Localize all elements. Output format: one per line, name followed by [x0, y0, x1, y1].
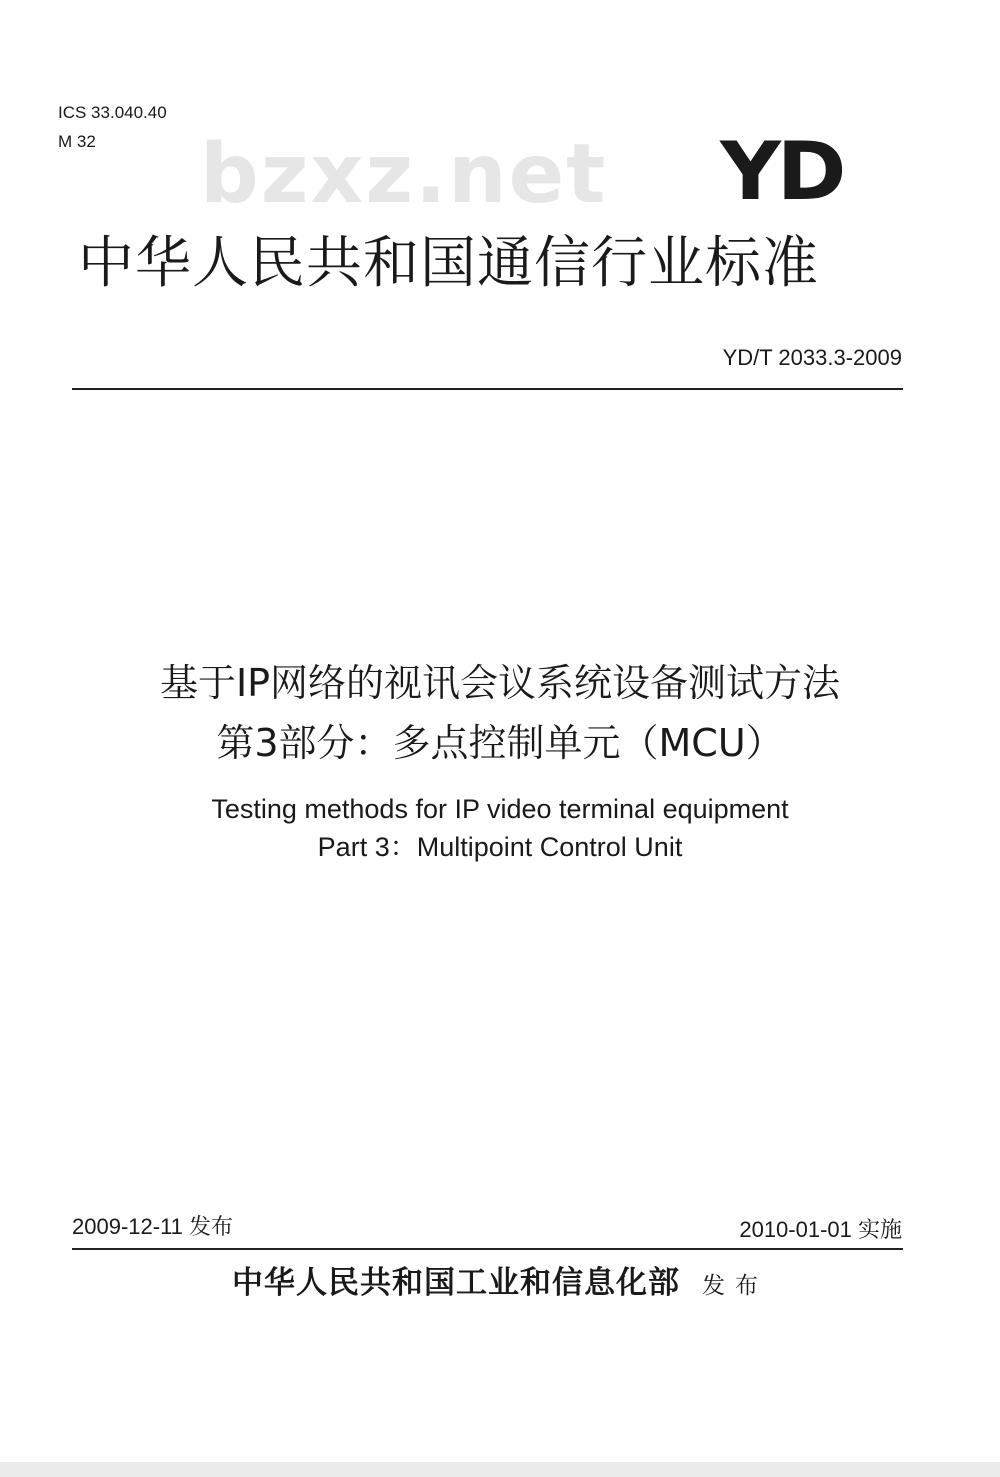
- standard-type-title: 中华人民共和国通信行业标准: [78, 231, 819, 296]
- bottom-divider: [72, 1248, 903, 1250]
- ccs-code: M 32: [58, 132, 96, 151]
- implementation-date: 2010-01-01 实施: [739, 1217, 902, 1242]
- english-title-line-2: Part 3：Multipoint Control Unit: [317, 832, 683, 862]
- watermark: bzxz.net: [200, 127, 608, 222]
- ics-code: ICS 33.040.40: [58, 103, 167, 122]
- issue-date: 2009-12-11 发布: [72, 1214, 234, 1239]
- publisher-name: 中华人民共和国工业和信息化部: [232, 1265, 680, 1301]
- standard-code: YD/T 2033.3-2009: [722, 345, 902, 370]
- top-divider: [72, 388, 903, 390]
- page-edge-shadow: [0, 1462, 1000, 1477]
- chinese-title-line-2: 第3部分：多点控制单元（MCU）: [216, 721, 784, 765]
- yd-logo: YD: [719, 125, 842, 218]
- chinese-title-line-1: 基于IP网络的视讯会议系统设备测试方法: [159, 661, 841, 705]
- publisher-line: [0, 1262, 1000, 1307]
- publisher-verb: 发布: [702, 1273, 768, 1299]
- english-title-line-1: Testing methods for IP video terminal equipment: [211, 794, 789, 824]
